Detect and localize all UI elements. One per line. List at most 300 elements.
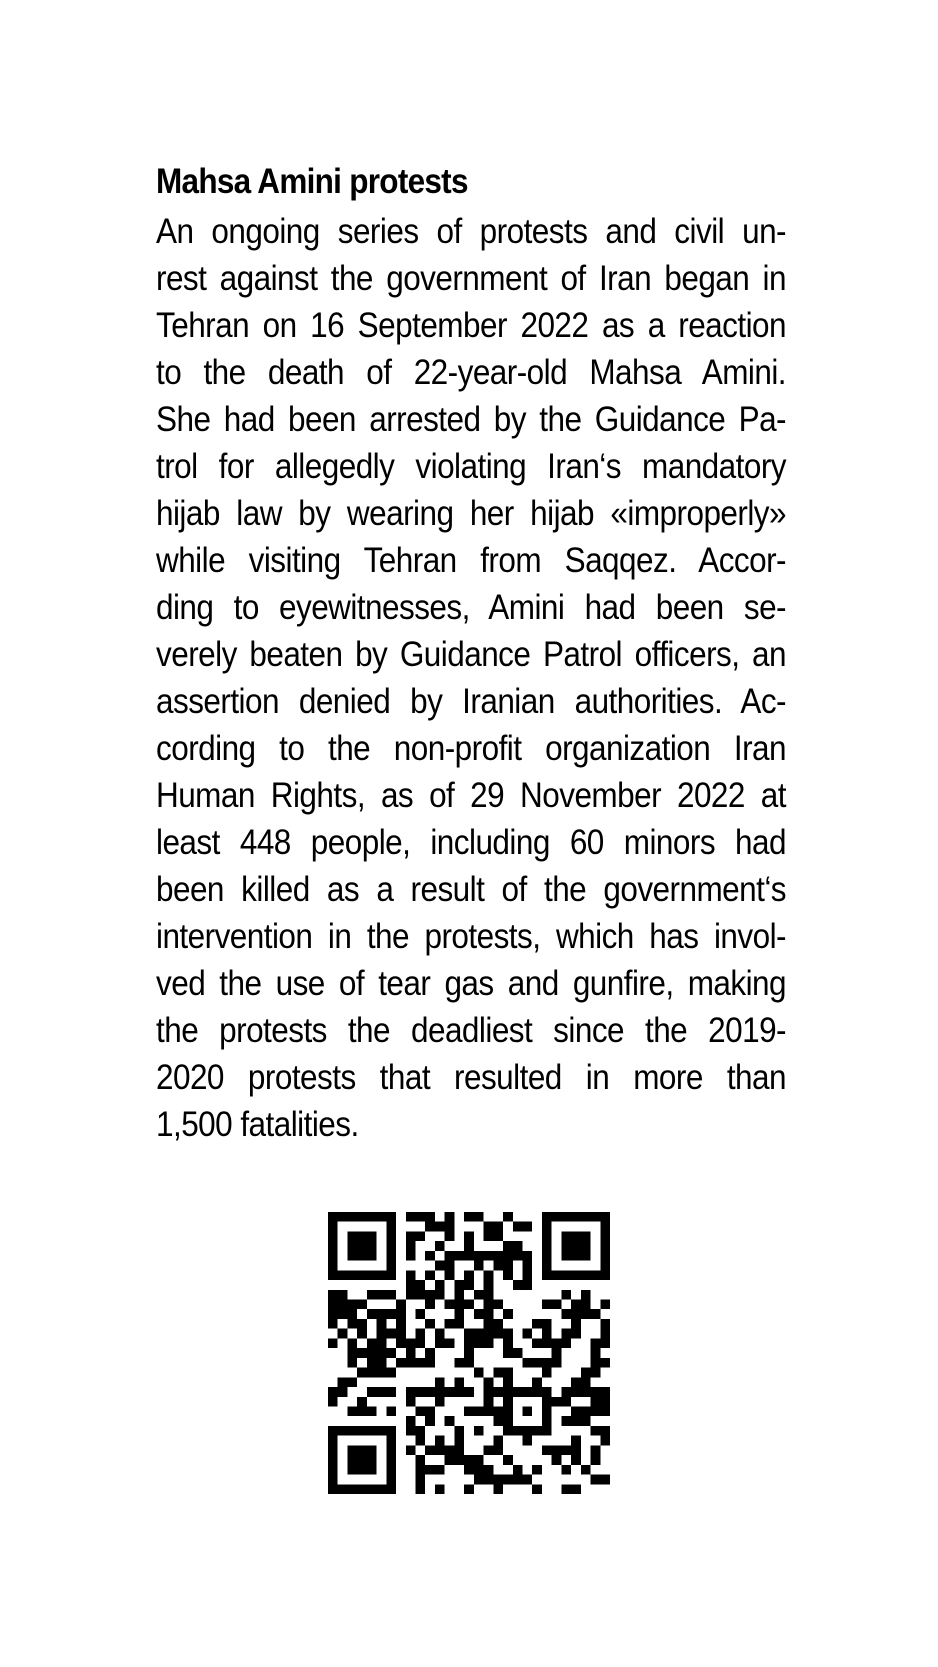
qr-module	[474, 1426, 484, 1436]
qr-module	[357, 1406, 367, 1416]
qr-module	[445, 1300, 455, 1310]
qr-module	[464, 1387, 474, 1397]
qr-module	[513, 1475, 523, 1485]
qr-module	[474, 1329, 484, 1339]
qr-module	[571, 1319, 581, 1329]
qr-module	[600, 1406, 610, 1416]
qr-module	[542, 1406, 552, 1416]
qr-module	[522, 1387, 532, 1397]
qr-module	[328, 1222, 338, 1232]
qr-module	[377, 1212, 387, 1222]
qr-module	[600, 1475, 610, 1485]
qr-module	[367, 1212, 377, 1222]
qr-module	[357, 1368, 367, 1378]
body-line: 1,500 fatalities.	[156, 1105, 359, 1144]
qr-module	[522, 1406, 532, 1416]
body-line: hijab law by wearing her hijab «improperly»	[156, 494, 786, 533]
qr-module	[406, 1416, 416, 1426]
qr-module	[571, 1436, 581, 1446]
qr-module	[464, 1348, 474, 1358]
qr-module	[581, 1387, 591, 1397]
qr-module	[406, 1241, 416, 1251]
qr-module	[522, 1261, 532, 1271]
qr-module	[571, 1241, 581, 1251]
qr-module	[503, 1212, 513, 1222]
qr-module	[425, 1270, 435, 1280]
qr-module	[406, 1348, 416, 1358]
qr-module	[552, 1455, 562, 1465]
qr-module	[386, 1455, 396, 1465]
qr-module	[357, 1329, 367, 1339]
qr-module	[367, 1309, 377, 1319]
qr-module	[600, 1212, 610, 1222]
qr-module	[542, 1397, 552, 1407]
qr-module	[522, 1329, 532, 1339]
qr-module	[406, 1212, 416, 1222]
qr-module	[338, 1300, 348, 1310]
qr-module	[552, 1348, 562, 1358]
qr-module	[532, 1377, 542, 1387]
qr-module	[425, 1387, 435, 1397]
qr-module	[347, 1309, 357, 1319]
qr-module	[552, 1300, 562, 1310]
qr-module	[454, 1319, 464, 1329]
qr-module	[347, 1270, 357, 1280]
qr-module	[464, 1280, 474, 1290]
qr-module	[474, 1338, 484, 1348]
qr-module	[377, 1387, 387, 1397]
qr-module	[406, 1280, 416, 1290]
qr-module	[347, 1241, 357, 1251]
qr-module	[416, 1290, 426, 1300]
qr-module	[561, 1329, 571, 1339]
qr-module	[561, 1445, 571, 1455]
qr-module	[571, 1484, 581, 1494]
qr-module	[386, 1406, 396, 1416]
qr-module	[406, 1338, 416, 1348]
qr-module	[425, 1416, 435, 1426]
qr-module	[386, 1329, 396, 1339]
qr-module	[338, 1426, 348, 1436]
qr-module	[416, 1387, 426, 1397]
qr-module	[425, 1251, 435, 1261]
qr-module	[474, 1309, 484, 1319]
qr-module	[357, 1231, 367, 1241]
qr-module	[357, 1348, 367, 1358]
qr-module	[532, 1338, 542, 1348]
qr-module	[474, 1251, 484, 1261]
qr-module	[591, 1475, 601, 1485]
qr-module	[542, 1270, 552, 1280]
body-line: least 448 people, including 60 minors had	[156, 823, 786, 862]
qr-module	[474, 1455, 484, 1465]
qr-module	[513, 1222, 523, 1232]
qr-module	[484, 1309, 494, 1319]
qr-module	[600, 1270, 610, 1280]
qr-module	[591, 1455, 601, 1465]
qr-module	[435, 1484, 445, 1494]
qr-module	[386, 1475, 396, 1485]
qr-module	[445, 1445, 455, 1455]
qr-module	[484, 1251, 494, 1261]
qr-module	[347, 1484, 357, 1494]
qr-module	[367, 1348, 377, 1358]
qr-module	[386, 1212, 396, 1222]
qr-module	[454, 1280, 464, 1290]
qr-module	[493, 1231, 503, 1241]
qr-module	[542, 1368, 552, 1378]
qr-module	[464, 1329, 474, 1339]
qr-module	[532, 1465, 542, 1475]
qr-module	[445, 1338, 455, 1348]
qr-module	[328, 1241, 338, 1251]
qr-module	[425, 1465, 435, 1475]
qr-module	[561, 1397, 571, 1407]
qr-module	[474, 1261, 484, 1271]
qr-module	[347, 1300, 357, 1310]
qr-module	[377, 1368, 387, 1378]
qr-module	[386, 1445, 396, 1455]
qr-module	[396, 1319, 406, 1329]
qr-module	[474, 1465, 484, 1475]
qr-module	[357, 1484, 367, 1494]
qr-module	[513, 1387, 523, 1397]
qr-module	[571, 1251, 581, 1261]
qr-module	[425, 1222, 435, 1232]
body-line: ved the use of tear gas and gunfire, making	[156, 964, 786, 1003]
qr-module	[503, 1387, 513, 1397]
qr-module	[571, 1377, 581, 1387]
qr-module	[503, 1348, 513, 1358]
qr-module	[416, 1484, 426, 1494]
qr-module	[484, 1377, 494, 1387]
qr-module	[357, 1445, 367, 1455]
qr-module	[503, 1241, 513, 1251]
qr-module	[600, 1251, 610, 1261]
qr-module	[591, 1387, 601, 1397]
qr-module	[600, 1300, 610, 1310]
qr-module	[445, 1416, 455, 1426]
qr-module	[435, 1261, 445, 1271]
qr-module	[503, 1270, 513, 1280]
qr-module	[416, 1309, 426, 1319]
qr-module	[435, 1377, 445, 1387]
qr-module	[328, 1387, 338, 1397]
qr-module	[377, 1338, 387, 1348]
qr-module	[591, 1406, 601, 1416]
qr-module	[591, 1397, 601, 1407]
qr-module	[571, 1309, 581, 1319]
body-line: trol for allegedly violating Iran‘s mandatory	[156, 447, 786, 486]
qr-module	[600, 1222, 610, 1232]
qr-module	[484, 1231, 494, 1241]
qr-module	[347, 1231, 357, 1241]
qr-module	[367, 1290, 377, 1300]
qr-module	[377, 1358, 387, 1368]
qr-module	[454, 1358, 464, 1368]
qr-module	[561, 1484, 571, 1494]
qr-module	[581, 1270, 591, 1280]
qr-module	[386, 1387, 396, 1397]
qr-module	[552, 1338, 562, 1348]
qr-module	[338, 1212, 348, 1222]
qr-module	[347, 1212, 357, 1222]
qr-module	[347, 1445, 357, 1455]
qr-module	[406, 1445, 416, 1455]
qr-module	[493, 1475, 503, 1485]
qr-module	[493, 1261, 503, 1271]
qr-module	[600, 1338, 610, 1348]
qr-module	[386, 1484, 396, 1494]
qr-module	[581, 1465, 591, 1475]
body-line: 2020 protests that resulted in more than	[156, 1058, 786, 1097]
qr-module	[600, 1436, 610, 1446]
qr-module	[454, 1309, 464, 1319]
qr-module	[328, 1465, 338, 1475]
qr-module	[591, 1270, 601, 1280]
qr-module	[493, 1329, 503, 1339]
qr-module	[591, 1426, 601, 1436]
qr-module	[416, 1475, 426, 1485]
qr-module	[503, 1377, 513, 1387]
qr-module	[386, 1309, 396, 1319]
qr-module	[435, 1387, 445, 1397]
qr-module	[581, 1290, 591, 1300]
qr-module	[357, 1212, 367, 1222]
qr-module	[328, 1251, 338, 1261]
qr-module	[445, 1455, 455, 1465]
qr-module	[386, 1368, 396, 1378]
qr-module	[386, 1241, 396, 1251]
qr-module	[367, 1368, 377, 1378]
qr-module	[493, 1300, 503, 1310]
qr-module	[542, 1445, 552, 1455]
qr-module	[561, 1270, 571, 1280]
qr-module	[425, 1212, 435, 1222]
qr-module	[357, 1397, 367, 1407]
qr-module	[571, 1231, 581, 1241]
qr-module	[406, 1387, 416, 1397]
qr-module	[542, 1358, 552, 1368]
qr-module	[367, 1426, 377, 1436]
qr-module	[416, 1406, 426, 1416]
qr-module	[435, 1338, 445, 1348]
qr-module	[347, 1406, 357, 1416]
qr-module	[367, 1251, 377, 1261]
qr-module	[328, 1445, 338, 1455]
qr-module	[581, 1241, 591, 1251]
qr-module	[328, 1338, 338, 1348]
qr-module	[552, 1212, 562, 1222]
qr-module	[386, 1465, 396, 1475]
qr-module	[513, 1280, 523, 1290]
qr-module	[347, 1338, 357, 1348]
qr-module	[347, 1426, 357, 1436]
qr-module	[328, 1290, 338, 1300]
qr-module	[406, 1426, 416, 1436]
qr-module	[542, 1231, 552, 1241]
qr-module	[425, 1348, 435, 1358]
qr-module	[581, 1309, 591, 1319]
qr-module	[357, 1270, 367, 1280]
qr-module	[503, 1251, 513, 1261]
qr-module	[552, 1358, 562, 1368]
qr-module	[416, 1465, 426, 1475]
qr-module	[464, 1241, 474, 1251]
qr-module	[513, 1465, 523, 1475]
qr-module	[591, 1368, 601, 1378]
qr-module	[513, 1426, 523, 1436]
qr-module	[513, 1241, 523, 1251]
qr-module	[416, 1280, 426, 1290]
qr-module	[600, 1426, 610, 1436]
body-line: rest against the government of Iran began in	[156, 259, 786, 298]
body-line: while visiting Tehran from Saqqez. Accor-	[156, 541, 786, 580]
qr-module	[357, 1465, 367, 1475]
qr-module	[561, 1309, 571, 1319]
qr-module	[600, 1241, 610, 1251]
qr-module	[328, 1270, 338, 1280]
qr-module	[571, 1406, 581, 1416]
qr-module	[445, 1212, 455, 1222]
qr-module	[591, 1309, 601, 1319]
qr-module	[522, 1358, 532, 1368]
qr-module	[347, 1319, 357, 1329]
body-line: An ongoing series of protests and civil un-	[156, 212, 786, 251]
qr-module	[571, 1270, 581, 1280]
qr-module	[600, 1329, 610, 1339]
qr-module	[561, 1465, 571, 1475]
qr-module	[532, 1426, 542, 1436]
qr-module	[406, 1290, 416, 1300]
qr-module	[445, 1387, 455, 1397]
qr-module	[357, 1426, 367, 1436]
qr-module	[493, 1222, 503, 1232]
body-line: assertion denied by Iranian authorities. Ac-	[156, 682, 786, 721]
qr-code-icon[interactable]	[328, 1212, 610, 1494]
qr-module	[454, 1377, 464, 1387]
qr-module	[503, 1416, 513, 1426]
qr-module	[445, 1270, 455, 1280]
qr-module	[445, 1231, 455, 1241]
qr-module	[600, 1261, 610, 1271]
qr-module	[484, 1222, 494, 1232]
qr-module	[435, 1465, 445, 1475]
qr-module	[571, 1416, 581, 1426]
qr-module	[386, 1270, 396, 1280]
qr-module	[600, 1231, 610, 1241]
qr-module	[522, 1436, 532, 1446]
qr-module	[464, 1338, 474, 1348]
qr-module	[561, 1338, 571, 1348]
qr-module	[367, 1455, 377, 1465]
qr-module	[600, 1397, 610, 1407]
qr-module	[377, 1484, 387, 1494]
qr-module	[416, 1436, 426, 1446]
body-line: cording to the non-profit organization Iran	[156, 729, 786, 768]
qr-module	[561, 1290, 571, 1300]
body-line: She had been arrested by the Guidance Pa-	[156, 400, 786, 439]
qr-module	[503, 1397, 513, 1407]
qr-module	[522, 1222, 532, 1232]
qr-module	[347, 1348, 357, 1358]
qr-module	[406, 1270, 416, 1280]
qr-module	[328, 1455, 338, 1465]
qr-module	[357, 1455, 367, 1465]
qr-module	[561, 1212, 571, 1222]
qr-module	[474, 1212, 484, 1222]
qr-module	[367, 1231, 377, 1241]
qr-module	[377, 1348, 387, 1358]
qr-module	[464, 1231, 474, 1241]
qr-module	[542, 1416, 552, 1426]
qr-module	[493, 1251, 503, 1261]
qr-module	[367, 1241, 377, 1251]
body-line: the protests the deadliest since the 2019-	[156, 1011, 786, 1050]
qr-module	[377, 1426, 387, 1436]
qr-module	[377, 1290, 387, 1300]
qr-module	[542, 1329, 552, 1339]
qr-module	[357, 1300, 367, 1310]
qr-module	[435, 1280, 445, 1290]
qr-module	[484, 1300, 494, 1310]
qr-module	[347, 1358, 357, 1368]
article-body	[156, 208, 786, 1148]
qr-module	[357, 1319, 367, 1329]
qr-code-graphic	[328, 1212, 610, 1494]
qr-module	[484, 1406, 494, 1416]
qr-module	[396, 1329, 406, 1339]
qr-module	[484, 1465, 494, 1475]
qr-module	[542, 1387, 552, 1397]
qr-module	[464, 1300, 474, 1310]
qr-module	[445, 1222, 455, 1232]
qr-module	[425, 1290, 435, 1300]
qr-module	[503, 1455, 513, 1465]
qr-module	[542, 1222, 552, 1232]
qr-module	[503, 1261, 513, 1271]
qr-module	[347, 1465, 357, 1475]
qr-module	[464, 1358, 474, 1368]
qr-module	[338, 1387, 348, 1397]
qr-module	[454, 1426, 464, 1436]
qr-module	[435, 1222, 445, 1232]
qr-module	[464, 1251, 474, 1261]
qr-module	[581, 1300, 591, 1310]
qr-module	[484, 1445, 494, 1455]
body-line: intervention in the protests, which has invol-	[156, 917, 786, 956]
qr-module	[396, 1338, 406, 1348]
qr-module	[542, 1212, 552, 1222]
qr-module	[581, 1212, 591, 1222]
qr-module	[367, 1484, 377, 1494]
body-line: ding to eyewitnesses, Amini had been se-	[156, 588, 786, 627]
qr-module	[581, 1231, 591, 1241]
qr-module	[445, 1319, 455, 1329]
qr-module	[377, 1329, 387, 1339]
qr-module	[542, 1261, 552, 1271]
qr-module	[386, 1222, 396, 1232]
qr-module	[386, 1290, 396, 1300]
qr-module	[435, 1397, 445, 1407]
qr-module	[464, 1465, 474, 1475]
qr-module	[542, 1251, 552, 1261]
qr-module	[435, 1290, 445, 1300]
qr-module	[328, 1212, 338, 1222]
qr-module	[435, 1445, 445, 1455]
qr-module	[464, 1270, 474, 1280]
qr-module	[484, 1338, 494, 1348]
